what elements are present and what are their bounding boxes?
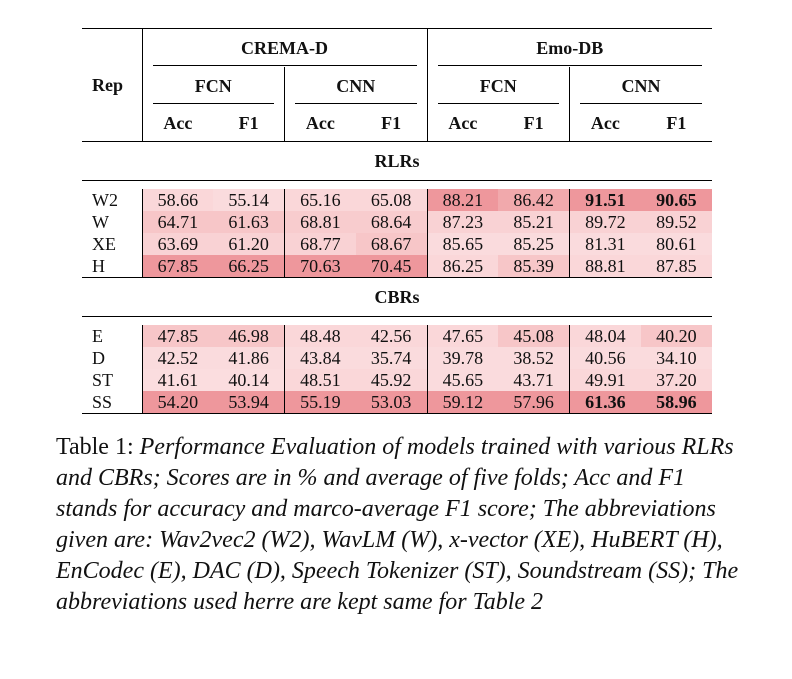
- section-header-row: [82, 278, 712, 317]
- score-cell: 48.51: [285, 369, 356, 391]
- score-cell: 55.14: [213, 189, 284, 211]
- score-cell: 88.81: [570, 255, 641, 278]
- score-cell: 55.19: [285, 391, 356, 414]
- score-cell: 45.92: [356, 369, 427, 391]
- score-cell: 80.61: [641, 233, 712, 255]
- score-cell: 48.48: [285, 325, 356, 347]
- score-cell: 87.23: [427, 211, 498, 233]
- score-cell: 89.52: [641, 211, 712, 233]
- score-cell: 67.85: [142, 255, 213, 278]
- score-cell: 45.65: [427, 369, 498, 391]
- metric-header: F1: [666, 113, 687, 133]
- score-cell: 58.66: [142, 189, 213, 211]
- metric-header: F1: [381, 113, 402, 133]
- dataset-header-crema-d: CREMA-D: [142, 29, 427, 68]
- metric-header: F1: [523, 113, 544, 133]
- score-cell: 68.81: [285, 211, 356, 233]
- caption-text: Performance Evaluation of models trained with various RLRs and CBRs; Scores are in % and average of five folds; Acc and F1 stands for accuracy and marco-average F1 score; The abbreviations given are: Wav2vec2 (W2), WavLM (W), x-vector (XE), HuBERT (H), EnCodec (E), DAC (D), Speech Tokenizer (ST), Soundstream (SS); The abbreviations used herre are kept same for Table 2: [56, 434, 739, 615]
- score-cell: 43.84: [285, 347, 356, 369]
- score-cell: 40.20: [641, 325, 712, 347]
- score-cell: 68.67: [356, 233, 427, 255]
- section-spacer: [82, 181, 712, 190]
- score-cell: 85.21: [498, 211, 569, 233]
- score-cell: 42.56: [356, 325, 427, 347]
- score-cell: 47.85: [142, 325, 213, 347]
- table-body: [82, 142, 712, 414]
- score-cell: 63.69: [142, 233, 213, 255]
- score-cell: 42.52: [142, 347, 213, 369]
- row-label: H: [92, 256, 105, 276]
- score-cell: 89.72: [570, 211, 641, 233]
- score-cell: 68.77: [285, 233, 356, 255]
- table-row: [82, 391, 712, 414]
- row-label: W2: [92, 190, 118, 210]
- score-cell: 57.96: [498, 391, 569, 414]
- table-row: [82, 347, 712, 369]
- score-cell: 46.98: [213, 325, 284, 347]
- metric-header: Acc: [570, 105, 641, 142]
- model-header: FCN: [142, 67, 285, 105]
- model-header: CNN: [285, 67, 428, 105]
- score-cell: 87.85: [641, 255, 712, 278]
- score-cell: 85.65: [427, 233, 498, 255]
- caption-label: Table 1:: [56, 434, 140, 460]
- score-cell: 86.42: [498, 189, 569, 211]
- section-spacer: [82, 317, 712, 326]
- table-row: [82, 189, 712, 211]
- score-cell: 66.25: [213, 255, 284, 278]
- row-label: W: [92, 212, 109, 232]
- row-label: D: [92, 348, 105, 368]
- section-header-row: [82, 142, 712, 181]
- dataset-header-emo-db: Emo-DB: [427, 29, 712, 68]
- score-cell: 85.25: [498, 233, 569, 255]
- table-caption: [56, 432, 742, 618]
- score-cell: 47.65: [427, 325, 498, 347]
- metric-header: Acc: [427, 105, 498, 142]
- score-cell: 65.08: [356, 189, 427, 211]
- spacer-cell: [82, 181, 712, 190]
- metric-header: Acc: [285, 105, 356, 142]
- score-cell: 85.39: [498, 255, 569, 278]
- score-cell: 59.12: [427, 391, 498, 414]
- score-cell: 43.71: [498, 369, 569, 391]
- score-cell: 38.52: [498, 347, 569, 369]
- score-cell: 91.51: [570, 189, 641, 211]
- table-row: [82, 211, 712, 233]
- score-cell: 61.36: [570, 391, 641, 414]
- score-cell: 54.20: [142, 391, 213, 414]
- score-cell: 53.03: [356, 391, 427, 414]
- score-cell: 34.10: [641, 347, 712, 369]
- score-cell: 49.91: [570, 369, 641, 391]
- score-cell: 81.31: [570, 233, 641, 255]
- score-cell: 61.20: [213, 233, 284, 255]
- score-cell: 39.78: [427, 347, 498, 369]
- table-row: [82, 255, 712, 278]
- results-table: [82, 28, 712, 414]
- score-cell: 64.71: [142, 211, 213, 233]
- rep-header: Rep: [82, 29, 142, 142]
- score-cell: 90.65: [641, 189, 712, 211]
- score-cell: 88.21: [427, 189, 498, 211]
- score-cell: 40.56: [570, 347, 641, 369]
- row-label: ST: [92, 370, 114, 390]
- section-title: CBRs: [374, 287, 420, 307]
- score-cell: 41.86: [213, 347, 284, 369]
- model-header: CNN: [570, 67, 713, 105]
- score-cell: 58.96: [641, 391, 712, 414]
- score-cell: 61.63: [213, 211, 284, 233]
- row-label: XE: [92, 234, 116, 254]
- model-header: FCN: [427, 67, 570, 105]
- score-cell: 37.20: [641, 369, 712, 391]
- spacer-cell: [82, 317, 712, 326]
- score-cell: 41.61: [142, 369, 213, 391]
- table-row: [82, 233, 712, 255]
- section-title: RLRs: [374, 151, 420, 171]
- table-row: [82, 325, 712, 347]
- score-cell: 48.04: [570, 325, 641, 347]
- score-cell: 35.74: [356, 347, 427, 369]
- score-cell: 53.94: [213, 391, 284, 414]
- score-cell: 68.64: [356, 211, 427, 233]
- score-cell: 40.14: [213, 369, 284, 391]
- row-label: SS: [92, 392, 113, 412]
- row-label: E: [92, 326, 103, 346]
- score-cell: 45.08: [498, 325, 569, 347]
- score-cell: 65.16: [285, 189, 356, 211]
- score-cell: 86.25: [427, 255, 498, 278]
- score-cell: 70.63: [285, 255, 356, 278]
- score-cell: 70.45: [356, 255, 427, 278]
- metric-header: Acc: [142, 105, 213, 142]
- results-table-container: [82, 28, 712, 414]
- metric-header: F1: [238, 113, 259, 133]
- table-row: [82, 369, 712, 391]
